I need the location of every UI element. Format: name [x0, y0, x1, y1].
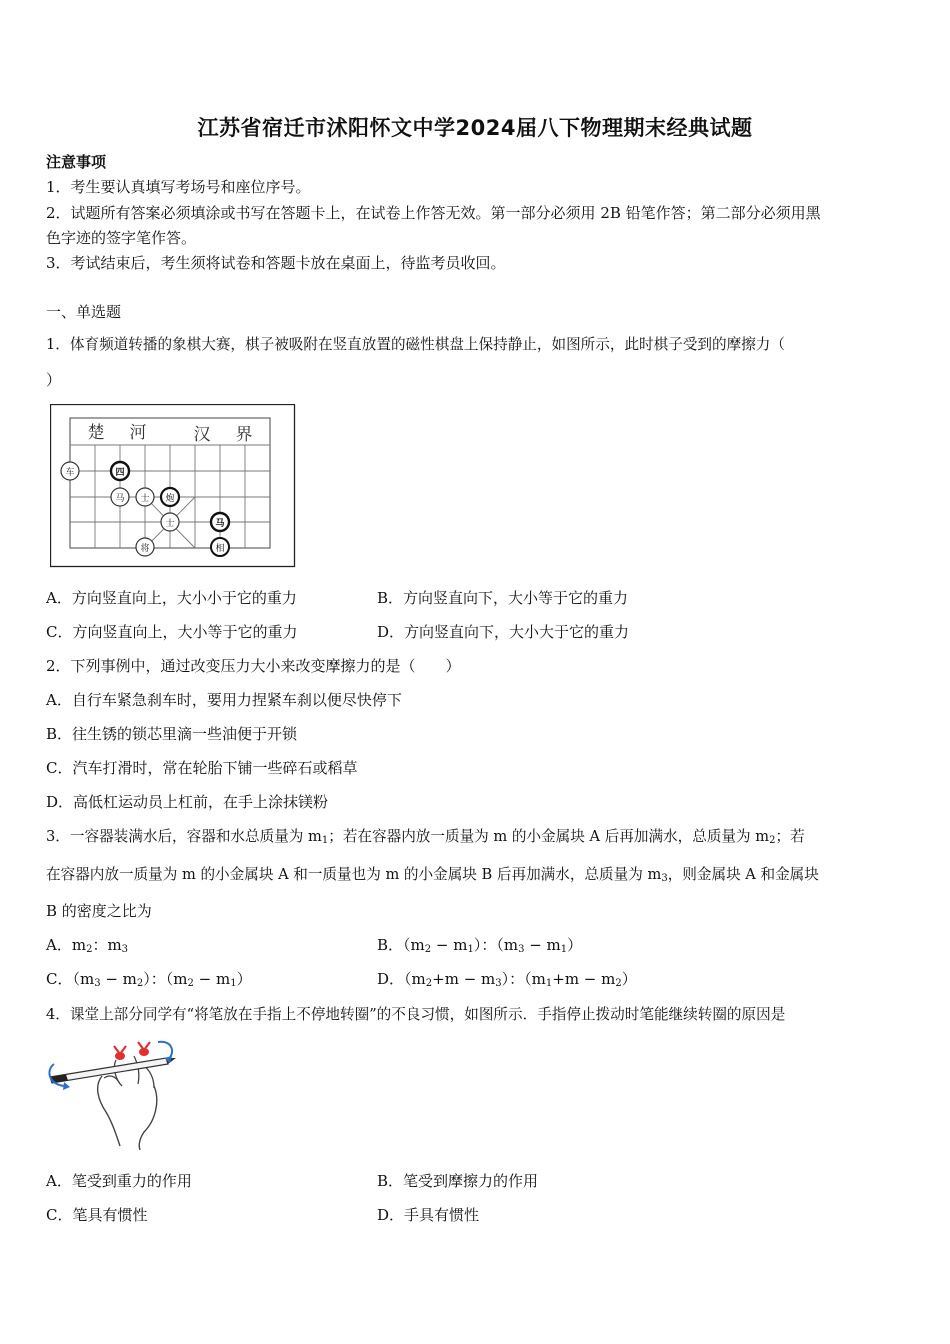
page-title: 江苏省宿迁市沭阳怀文中学2024届八下物理期末经典试题 [197, 116, 753, 140]
q3-option-b: B．$(m_2 - m_1)$：$(m_3 - m_1)$ [377, 936, 583, 955]
q2-option-c: C．汽车打滑时，常在轮胎下铺一些碎石或稻草 [46, 759, 358, 777]
svg-text:士: 士 [165, 519, 175, 529]
chess-piece-6 [161, 513, 179, 531]
q3-stem-line1: 3．一容器装满水后，容器和水总质量为 $m_1$；若在容器内放一质量为 m 的小金属块 A 后再加满水，总质量为 $m_2$；若 [46, 828, 805, 846]
q1-option-c: C．方向竖直向上，大小等于它的重力 [46, 623, 298, 641]
river-char-1: 楚 [87, 423, 105, 443]
notice-heading: 注意事项 [46, 153, 107, 171]
svg-text:炮: 炮 [165, 494, 175, 504]
svg-text:车: 车 [65, 468, 75, 478]
svg-text:相: 相 [215, 544, 225, 554]
notice-item-3: 3．考试结束后，考生须将试卷和答题卡放在桌面上，待监考员收回。 [46, 254, 506, 272]
chess-piece-4 [136, 488, 154, 506]
pen-icon [50, 1058, 176, 1083]
q4-option-d: D．手具有惯性 [377, 1206, 480, 1224]
notice-item-1: 1．考生要认真填写考场号和座位序号。 [46, 178, 311, 196]
q1-stem-line1: 1．体育频道转播的象棋大赛，棋子被吸附在竖直放置的磁性棋盘上保持静止，如图所示，此时棋子受到的摩擦力（ [46, 336, 785, 353]
q1-stem-line2: ） [46, 371, 62, 389]
svg-text:马: 马 [215, 519, 225, 529]
q2-option-d: D．高低杠运动员上杠前，在手上涂抹镁粉 [46, 793, 329, 811]
svg-text:士: 士 [140, 494, 150, 504]
q3-stem-line2: 在容器内放一质量为 m 的小金属块 A 和一质量也为 m 的小金属块 B 后再加满水，总质量为 $m_3$，则金属块 A 和金属块 [46, 866, 819, 884]
section-heading: 一、单选题 [46, 303, 122, 321]
q3-option-c: C．$(m_3 - m_2)$：$(m_2 - m_1)$ [46, 970, 252, 989]
q2-option-b: B．往生锈的锁芯里滴一些油便于开锁 [46, 725, 298, 743]
q4-stem: 4．课堂上部分同学有“将笔放在手指上不停地转圈”的不良习惯，如图所示．手指停止拨动时笔能继续转圈的原因是 [46, 1006, 786, 1023]
pen-spinning-figure [46, 1034, 182, 1152]
river-char-2: 河 [129, 423, 147, 443]
chess-piece-1 [61, 462, 79, 480]
hand-outline-left [98, 1076, 120, 1146]
chess-piece-5 [161, 488, 179, 506]
hand-outline-right [139, 1086, 157, 1150]
chess-piece-3 [111, 488, 129, 506]
chess-board-figure [50, 404, 296, 568]
svg-text:将: 将 [140, 544, 150, 554]
chess-piece-2 [111, 462, 129, 480]
chess-piece-8 [136, 538, 154, 556]
q3-stem-line3: B 的密度之比为 [46, 902, 152, 920]
q4-option-c: C．笔具有惯性 [46, 1206, 148, 1224]
chess-piece-9 [211, 538, 229, 556]
q1-option-a: A．方向竖直向上，大小小于它的重力 [46, 589, 297, 607]
q3-option-a: A．$m_2$：$m_3$ [46, 936, 129, 955]
svg-text:四: 四 [115, 468, 125, 478]
q4-option-a: A．笔受到重力的作用 [46, 1172, 192, 1190]
river-char-4: 界 [235, 425, 253, 445]
q2-option-a: A．自行车紧急刹车时，要用力捏紧车刹以便尽快停下 [46, 691, 402, 709]
q4-option-b: B．笔受到摩擦力的作用 [377, 1172, 539, 1190]
chess-piece-7 [211, 513, 229, 531]
q2-stem: 2．下列事例中，通过改变压力大小来改变摩擦力的是（ ） [46, 657, 461, 675]
river-char-3: 汉 [193, 425, 211, 445]
q1-option-b: B．方向竖直向下，大小等于它的重力 [377, 589, 629, 607]
notice-item-2: 2．试题所有答案必须填涂或书写在答题卡上，在试卷上作答无效。第一部分必须用 2B 铅笔作答；第二部分必须用黑 [46, 204, 821, 222]
q3-option-d: D．$(m_2+m - m_3)$：$(m_1+m - m_2)$ [377, 970, 637, 989]
q1-option-d: D．方向竖直向下，大小大于它的重力 [377, 623, 630, 641]
notice-item-2-cont: 色字迹的签字笔作答。 [46, 229, 197, 247]
svg-text:马: 马 [115, 494, 125, 504]
